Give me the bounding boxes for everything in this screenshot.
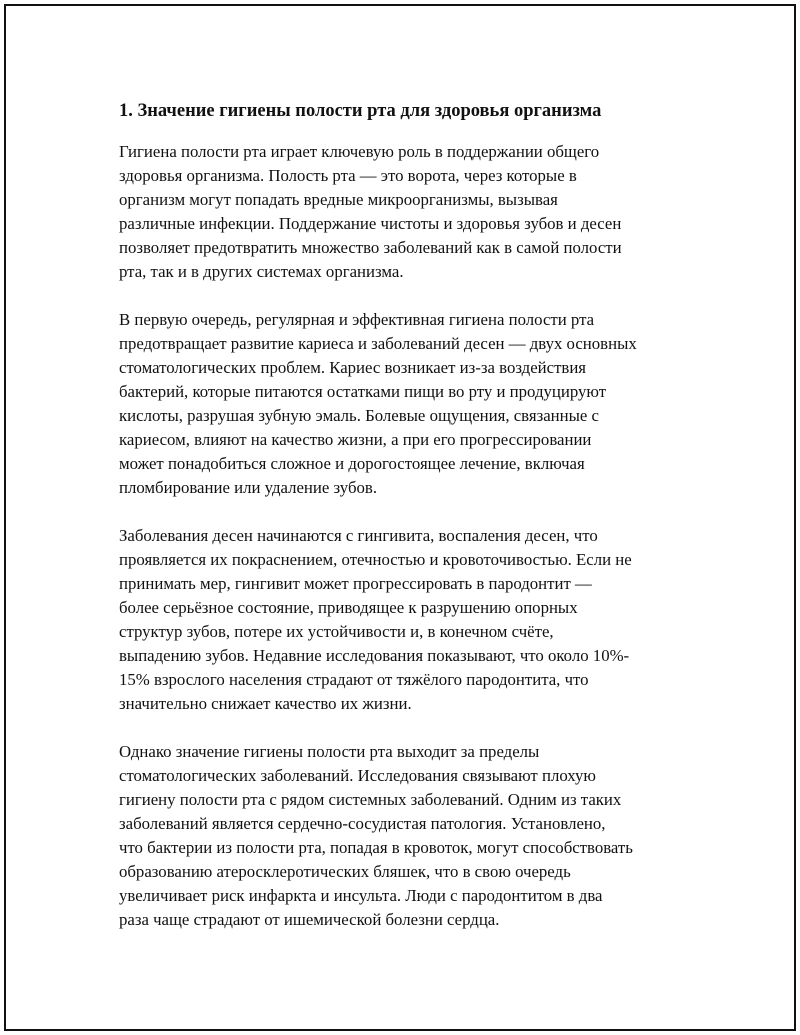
- paragraph-3: [119, 524, 694, 716]
- paragraph-line: различные инфекции. Поддержание чистоты и здоровья зубов и десен: [119, 214, 622, 233]
- paragraph-line: Заболевания десен начинаются с гингивита, воспаления десен, что: [119, 526, 598, 545]
- paragraph-line: Гигиена полости рта играет ключевую роль в поддержании общего: [119, 142, 600, 161]
- paragraph-line: бактерий, которые питаются остатками пищи во рту и продуцируют: [119, 382, 607, 401]
- document-content: [119, 98, 694, 956]
- paragraph-line: проявляется их покраснением, отечностью и кровоточивостью. Если не: [119, 550, 632, 569]
- paragraph-line: структур зубов, потере их устойчивости и, в конечном счёте,: [119, 622, 554, 641]
- paragraph-line: увеличивает риск инфаркта и инсульта. Люди с пародонтитом в два: [119, 886, 603, 905]
- paragraph-line: образованию атеросклеротических бляшек, что в свою очередь: [119, 862, 571, 881]
- paragraph-line: раза чаще страдают от ишемической болезни сердца.: [119, 910, 500, 929]
- paragraph-line: заболеваний является сердечно-сосудистая патология. Установлено,: [119, 814, 606, 833]
- paragraph-line: позволяет предотвратить множество заболеваний как в самой полости: [119, 238, 622, 257]
- paragraph-line: принимать мер, гингивит может прогрессировать в пародонтит —: [119, 574, 592, 593]
- paragraph-line: предотвращает развитие кариеса и заболеваний десен — двух основных: [119, 334, 637, 353]
- paragraph-2: [119, 308, 694, 500]
- paragraph-line: здоровья организма. Полость рта — это ворота, через которые в: [119, 166, 577, 185]
- paragraph-line: В первую очередь, регулярная и эффективная гигиена полости рта: [119, 310, 595, 329]
- paragraph-line: выпадению зубов. Недавние исследования показывают, что около 10%-: [119, 646, 630, 665]
- paragraph-line: гигиену полости рта с рядом системных заболеваний. Одним из таких: [119, 790, 622, 809]
- paragraph-line: более серьёзное состояние, приводящее к разрушению опорных: [119, 598, 578, 617]
- paragraph-line: 15% взрослого населения страдают от тяжёлого пародонтита, что: [119, 670, 589, 689]
- paragraph-line: Однако значение гигиены полости рта выходит за пределы: [119, 742, 540, 761]
- paragraph-line: стоматологических заболеваний. Исследования связывают плохую: [119, 766, 596, 785]
- paragraph-line: пломбирование или удаление зубов.: [119, 478, 378, 497]
- page-frame: [4, 4, 796, 1031]
- paragraph-line: может понадобиться сложное и дорогостоящее лечение, включая: [119, 454, 585, 473]
- section-title: 1. Значение гигиены полости рта для здоровья организма: [119, 101, 602, 121]
- paragraph-line: стоматологических проблем. Кариес возникает из-за воздействия: [119, 358, 587, 377]
- paragraph-line: рта, так и в других системах организма.: [119, 262, 404, 281]
- paragraph-line: что бактерии из полости рта, попадая в кровоток, могут способствовать: [119, 838, 633, 857]
- paragraph-line: значительно снижает качество их жизни.: [119, 694, 412, 713]
- paragraph-4: [119, 740, 694, 932]
- paragraph-1: [119, 140, 694, 284]
- paragraph-line: кислоты, разрушая зубную эмаль. Болевые ощущения, связанные с: [119, 406, 599, 425]
- paragraph-line: организм могут попадать вредные микроорганизмы, вызывая: [119, 190, 558, 209]
- paragraph-line: кариесом, влияют на качество жизни, а при его прогрессировании: [119, 430, 592, 449]
